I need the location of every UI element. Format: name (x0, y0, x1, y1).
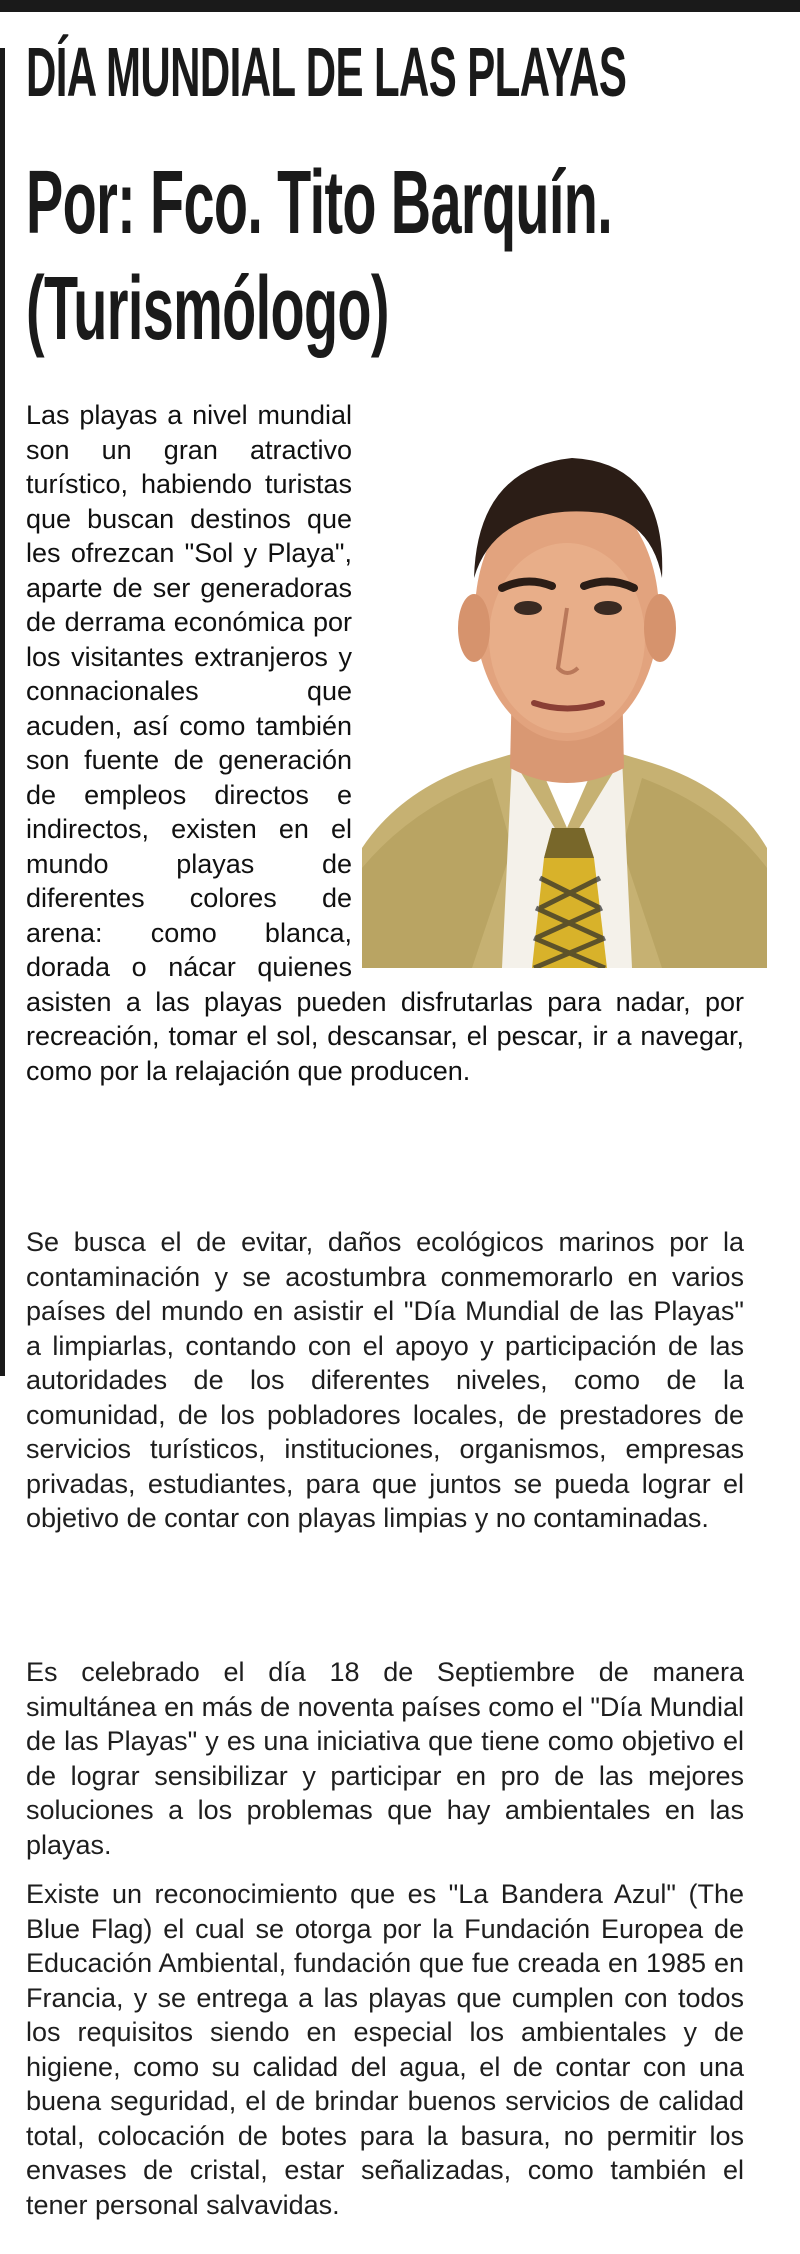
article-paragraph-2: Se busca el de evitar, daños ecológicos marinos por la contaminación y se acostumbra conmemorarlo en varios países del mundo en asistir el "Día Mundial de las Playas" a limpiarlas, contando con el apoyo y participación de las autoridades de los diferentes niveles, como de la comunidad, de los pobladores locales, de prestadores de servicios turísticos, instituciones, organismos, empresas privadas, estudiantes, para que juntos se pueda lograr el objetivo de contar con playas limpias y no contaminadas. (26, 1227, 744, 1533)
article-paragraph-1: Las playas a nivel mundial son un gran atractivo turístico, habiendo turistas que buscan destinos que les ofrezcan "Sol y Playa", aparte de ser generadoras de derrama económica por los visitantes extranjeros y connacionales que acuden, así como también son fuente de generación de empleos directos e indirectos, existen en el mundo playas de diferentes colores de arena: como blanca, dorada o nácar quienes asisten a las playas pueden disfrutarlas para nadar, por recreación, tomar el sol, descansar, el pescar, ir a navegar, como por la relajación que producen. (26, 400, 744, 1086)
author-photo (362, 428, 767, 968)
article-paragraph-3: Es celebrado el día 18 de Septiembre de manera simultánea en más de noventa países como el "Día Mundial de las Playas" y es una iniciativa que tiene como objetivo el de lograr sensibilizar y participar en pro de las mejores soluciones a los problemas que hay ambientales en las playas. (26, 1657, 744, 1860)
article-paragraph-4: Existe un reconocimiento que es "La Bandera Azul" (The Blue Flag) el cual se otorga por la Fundación Europea de Educación Ambiental, fundación que fue creada en 1985 en Francia, y se entrega a las playas que cumplen con todos los requisitos siendo en especial los ambientales y de higiene, como su calidad del agua, el de contar con una buena seguridad, el de brindar buenos servicios de calidad total, colocación de botes para la basura, no permitir los envases de cristal, estar señalizadas, como también el tener personal salvavidas. (26, 1879, 744, 2220)
byline-title: (Turismólogo) (26, 259, 389, 359)
top-rule (0, 0, 800, 12)
byline-author: Por: Fco. Tito Barquín. (26, 153, 613, 253)
side-rule (0, 48, 5, 1376)
article-byline (26, 150, 613, 362)
article-headline: DÍA MUNDIAL DE LAS PLAYAS (26, 33, 627, 111)
